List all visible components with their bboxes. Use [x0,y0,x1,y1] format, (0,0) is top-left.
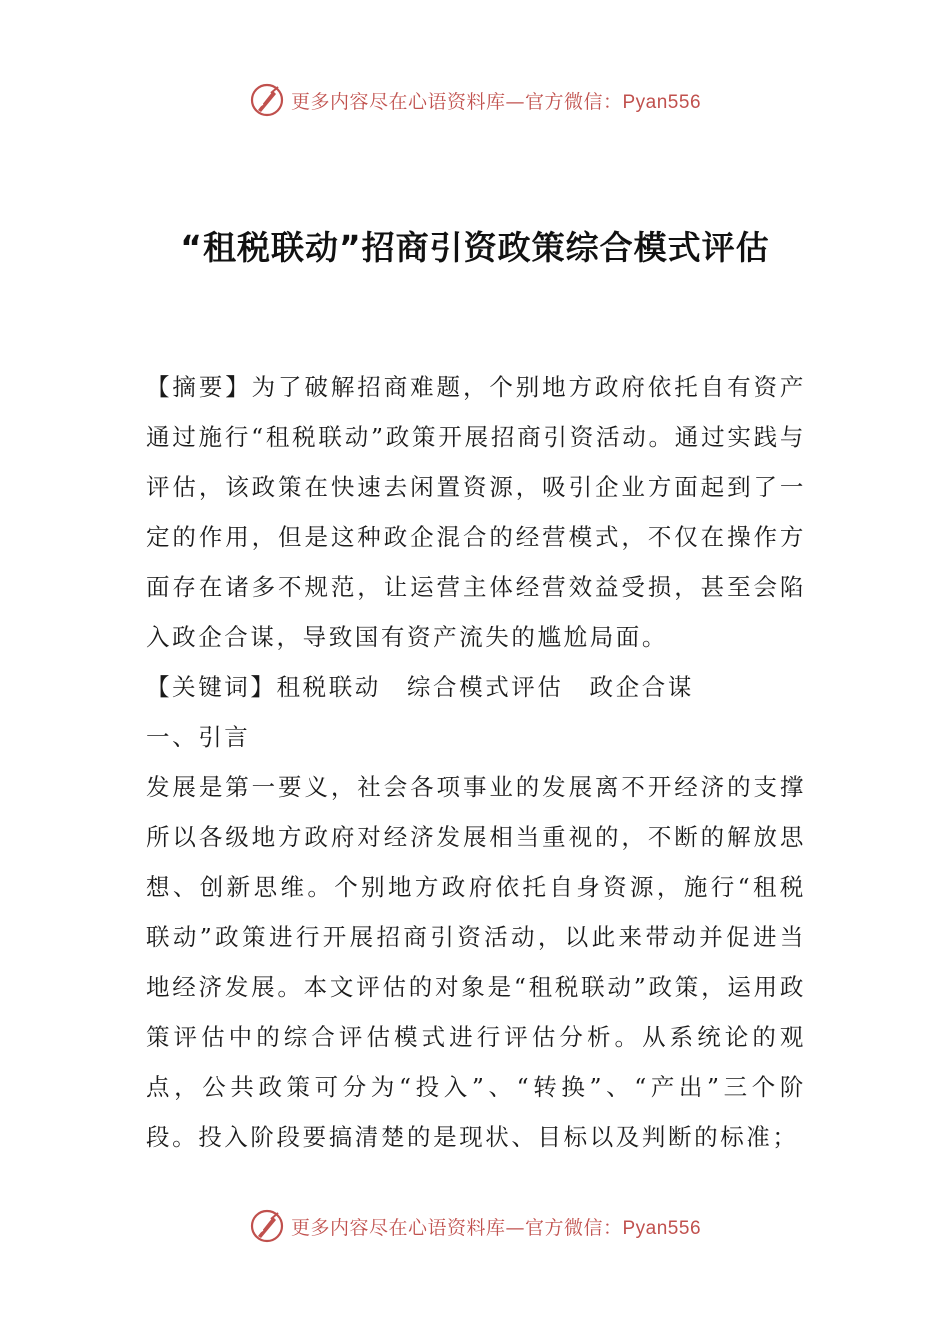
keywords-line [146,662,806,712]
watermark-text: 更多内容尽在心语资料库—官方微信：Pyan556 [290,1216,702,1239]
keyword-item: 租税联动 [276,673,381,701]
quill-pen-logo-icon [249,82,285,118]
keyword-item: 政企合谋 [589,673,694,701]
document-title: “租税联动”招商引资政策综合模式评估 [180,228,770,267]
keywords-label: 【关键词】 [146,673,277,701]
watermark-text: 更多内容尽在心语资料库—官方微信：Pyan556 [290,90,702,113]
keyword-item: 综合模式评估 [406,673,564,701]
quill-pen-logo-icon [249,1208,285,1244]
watermark-banner-bottom [0,1208,950,1244]
watermark-banner-top [0,82,950,118]
wechat-id: Pyan556 [622,91,702,113]
body-paragraph: 发展是第一要义，社会各项事业的发展离不开经济的支撑所以各级地方政府对经济发展相当重视的，不断的解放思想、创新思维。个别地方政府依托自身资源，施行“租税联动”政策进行开展招商引资活动，以此来带动并促进当地经济发展。本文评估的对象是“租税联动”政策，运用政策评估中的综合评估模式进行评估分析。从系统论的观点，公共政策可分为“投入”、“转换”、“产出”三个阶段。投入阶段要搞清楚的是现状、目标以及判断的标准； [146,773,806,1151]
section-heading: 一、引言 [146,723,251,751]
wechat-id: Pyan556 [622,1217,702,1239]
abstract-paragraph: 【摘要】为了破解招商难题，个别地方政府依托自有资产通过施行“租税联动”政策开展招商引资活动。通过实践与评估，该政策在快速去闲置资源，吸引企业方面起到了一定的作用，但是这种政企混合的经营模式，不仅在操作方面存在诸多不规范，让运营主体经营效益受损，甚至会陷入政企合谋，导致国有资产流失的尴尬局面。 [146,373,806,651]
document-body [146,362,806,1162]
